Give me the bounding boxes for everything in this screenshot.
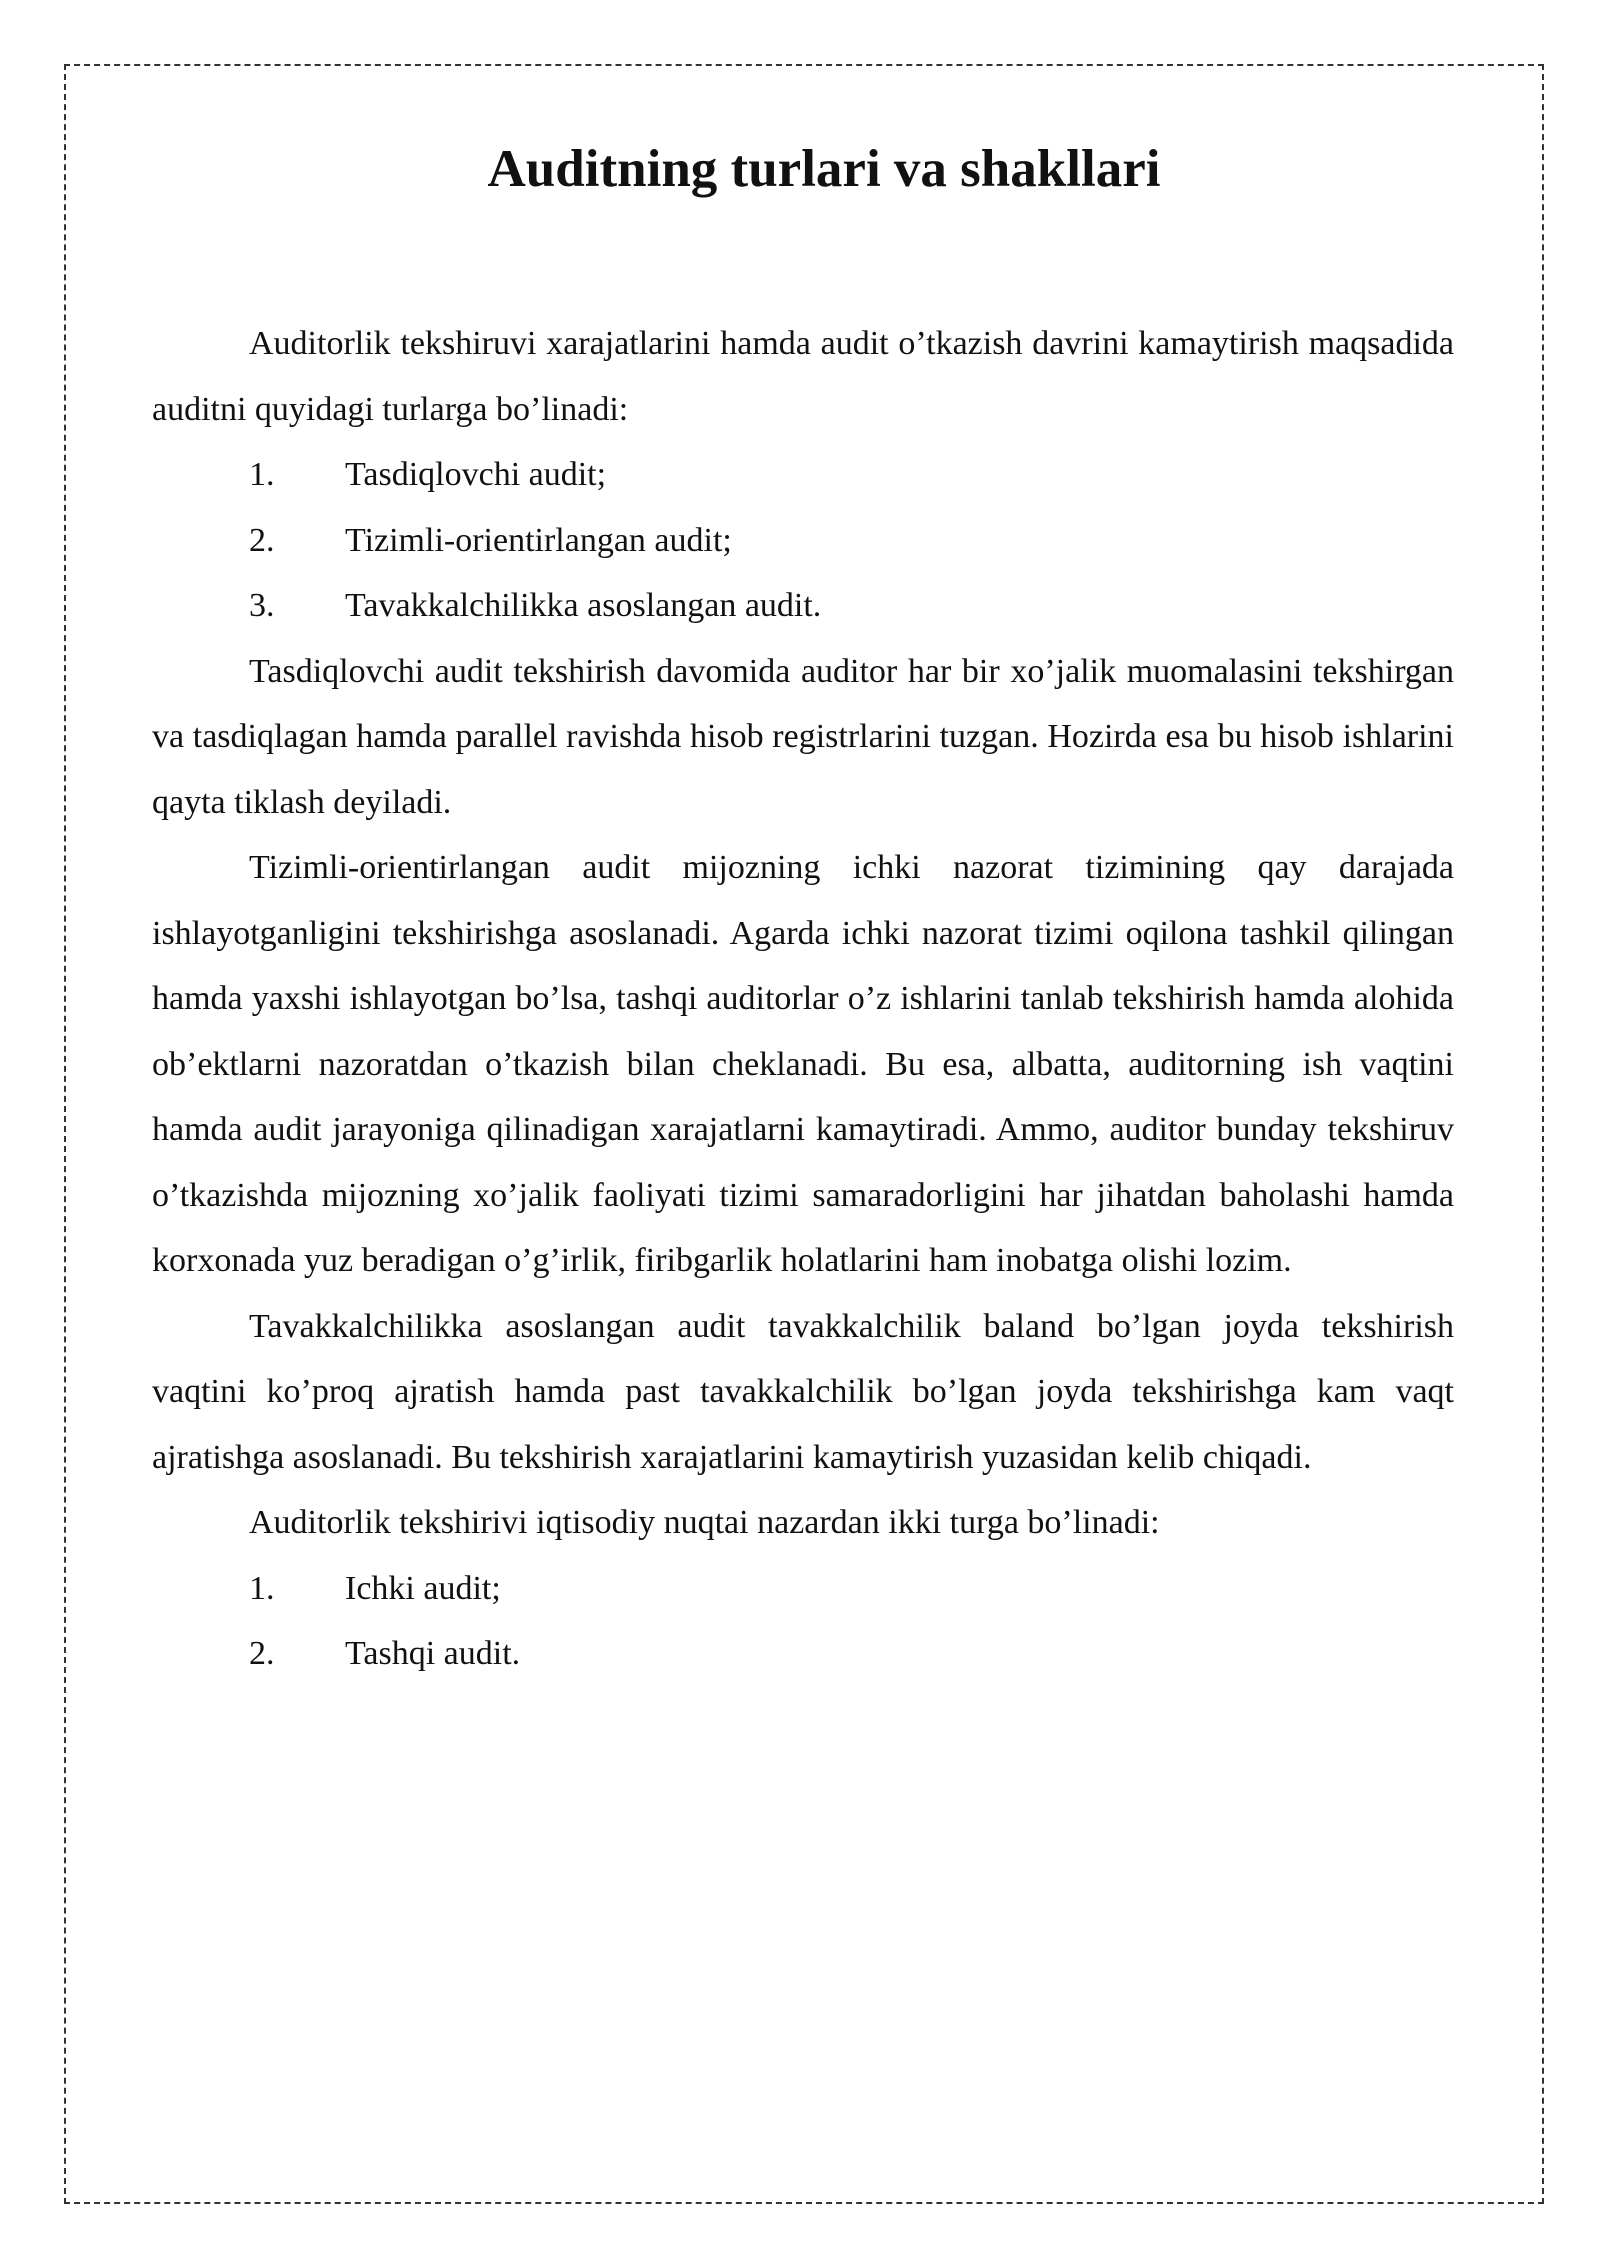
list-number: 2. — [249, 521, 275, 559]
document-body — [152, 311, 1454, 1687]
list-text: Tashqi audit. — [345, 1635, 521, 1672]
list-item — [152, 442, 1454, 508]
page-title: Auditning turlari va shakllari — [487, 140, 1161, 198]
paragraph-system-audit: Tizimli-orientirlangan audit mijozning ichki nazorat tizimining qay darajada ishlayotganligini tekshirishga asoslanadi. Agarda ichki nazorat tizimi oqilona tashkil qilingan hamda yaxshi ishlayotgan bo’lsa, tashqi auditorlar o’z ishlarini tanlab tekshirish hamda alohida ob’ektlarni nazoratdan o’tkazish bilan cheklanadi. Bu esa, albatta, auditorning ish vaqtini hamda audit jarayoniga qilinadigan xarajatlarni kamaytiradi. Ammo, auditor bunday tekshiruv o’tkazishda mijozning xo’jalik faoliyati tizimi samaradorligini har jihatdan baholashi hamda korxonada yuz beradigan o’g’irlik, firibgarlik holatlarini ham inobatga olishi lozim. — [152, 849, 1454, 1279]
paragraph-confirming-audit: Tasdiqlovchi audit tekshirish davomida auditor har bir xo’jalik muomalasini tekshirgan va tasdiqlagan hamda parallel ravishda hisob registrlarini tuzgan. Hozirda esa bu hisob ishlarini qayta tiklash deyiladi. — [152, 652, 1454, 821]
list-text: Tavakkalchilikka asoslangan audit. — [345, 587, 822, 624]
list-number: 1. — [249, 456, 275, 493]
list-item — [152, 573, 1454, 639]
list-text: Tasdiqlovchi audit; — [345, 456, 607, 493]
list-item — [152, 508, 1454, 574]
paragraph-economic-types: Auditorlik tekshirivi iqtisodiy nuqtai nazardan ikki turga bo’linadi: — [249, 1504, 1160, 1541]
list-number: 1. — [249, 1569, 275, 1607]
paragraph-intro: Auditorlik tekshiruvi xarajatlarini hamda audit o’tkazish davrini kamaytirish maqsadida auditni quyidagi turlarga bo’linadi: — [152, 325, 1454, 428]
list-number: 3. — [249, 587, 275, 624]
list-text: Tizimli-orientirlangan audit; — [345, 521, 732, 559]
list-item — [152, 1556, 1454, 1622]
list-text: Ichki audit; — [345, 1569, 501, 1607]
list-number: 2. — [249, 1635, 275, 1672]
list-item — [152, 1621, 1454, 1687]
paragraph-risk-audit: Tavakkalchilikka asoslangan audit tavakkalchilik baland bo’lgan joyda tekshirish vaqtini ko’proq ajratish hamda past tavakkalchilik bo’lgan joyda tekshirishga kam vaqt ajratishga asoslanadi. Bu tekshirish xarajatlarini kamaytirish yuzasidan kelib chiqadi. — [152, 1307, 1454, 1476]
